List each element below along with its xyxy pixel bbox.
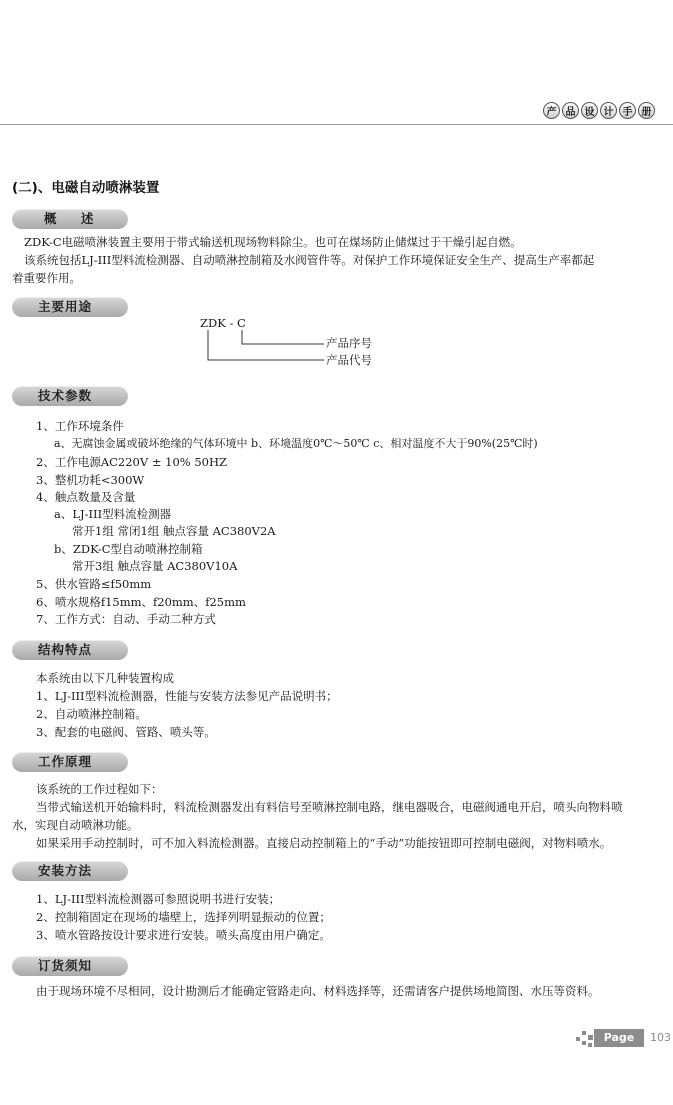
header-char: 手 (619, 102, 636, 119)
overview-line: 该系统包括LJ-III型料流检测器、自动喷淋控制箱及水阀管件等。对保护工作环境保证安全生产、提高生产率都起 (24, 253, 595, 267)
section-heading-overview: 概 述 (12, 209, 128, 229)
install-line: 3、喷水管路按设计要求进行安装。喷头高度由用户确定。 (36, 928, 331, 942)
label-product-code: 产品代号 (326, 353, 372, 367)
label-product-serial: 产品序号 (326, 336, 372, 350)
tech-line: 4、触点数量及含量 (36, 490, 136, 504)
page-number: 103 (650, 1031, 671, 1044)
structure-line: 1、LJ-III型料流检测器，性能与安装方法参见产品说明书； (36, 689, 338, 703)
tech-line: 2、工作电源AC220V ± 10% 50HZ (36, 455, 227, 469)
header-char: 计 (600, 102, 617, 119)
structure-line: 2、自动喷淋控制箱。 (36, 707, 147, 721)
page-title: (二)、电磁自动喷淋装置 (12, 180, 160, 196)
principle-line: 当带式输送机开始输料时，料流检测器发出有料信号至喷淋控制电路，继电器吸合，电磁阀通电开启，喷头向物料喷 (36, 800, 623, 814)
tech-line: 1、工作环境条件 (36, 419, 124, 433)
tech-line: 常开1组 常闭1组 触点容量 AC380V2A (72, 524, 276, 538)
model-code-diagram (200, 328, 330, 368)
overview-line: 着重要作用。 (12, 271, 81, 285)
tech-line: 7、工作方式：自动、手动二种方式 (36, 612, 216, 626)
structure-line: 本系统由以下几种装置构成 (36, 671, 174, 685)
tech-line: a、LJ-III型料流检测器 (54, 507, 172, 521)
page-label: Page (594, 1029, 644, 1047)
structure-line: 3、配套的电磁阀、管路、喷头等。 (36, 725, 216, 739)
section-heading-usage: 主要用途 (12, 297, 128, 317)
header-char: 册 (638, 102, 655, 119)
principle-line: 水，实现自动喷淋功能。 (12, 818, 139, 832)
tech-line: 6、喷水规格f15mm、f20mm、f25mm (36, 595, 246, 609)
tech-line: 常开3组 触点容量 AC380V10A (72, 559, 238, 573)
tech-line: 5、供水管路≤f50mm (36, 577, 152, 591)
order-line: 由于现场环境不尽相同，设计勘测后才能确定管路走向、材料选择等，还需请客户提供场地简图、水压等资料。 (36, 984, 600, 998)
header-char: 设 (581, 102, 598, 119)
section-heading-tech: 技术参数 (12, 386, 128, 406)
principle-line: 该系统的工作过程如下： (36, 782, 163, 796)
section-heading-install: 安装方法 (12, 861, 128, 881)
header-char: 产 (543, 102, 560, 119)
tech-line: b、ZDK-C型自动喷淋控制箱 (54, 542, 203, 556)
model-code: ZDK - C (200, 316, 246, 330)
manual-title-badges (543, 102, 655, 119)
principle-line: 如果采用手动控制时，可不加入料流检测器。直接启动控制箱上的“手动”功能按钮即可控制电磁阀，对物料喷水。 (36, 836, 612, 850)
install-line: 2、控制箱固定在现场的墙壁上，选择列明显振动的位置； (36, 910, 331, 924)
install-line: 1、LJ-III型料流检测器可参照说明书进行安装； (36, 892, 281, 906)
tech-line: a、无腐蚀金属或破坏绝缘的气体环境中 b、环境温度0℃～50℃ c、相对温度不大于90%(25℃时) (54, 437, 538, 450)
section-heading-structure: 结构特点 (12, 640, 128, 660)
section-heading-principle: 工作原理 (12, 752, 128, 772)
header-divider (0, 124, 673, 125)
tech-line: 3、整机功耗<300W (36, 473, 145, 487)
header-char: 品 (562, 102, 579, 119)
section-heading-order: 订货须知 (12, 956, 128, 976)
overview-line: ZDK-C电磁喷淋装置主要用于带式输送机现场物料除尘。也可在煤场防止储煤过于干燥引起自燃。 (24, 235, 522, 249)
